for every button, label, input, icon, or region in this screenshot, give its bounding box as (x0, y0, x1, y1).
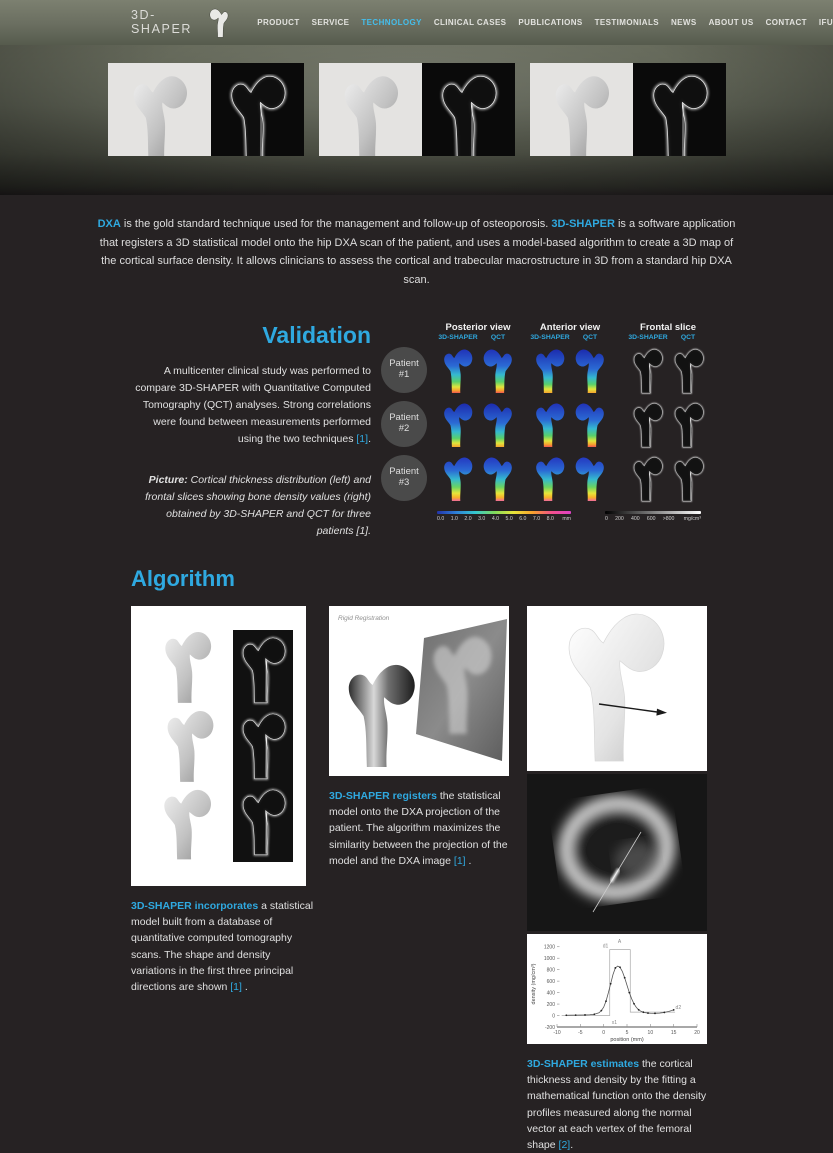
svg-text:800: 800 (546, 967, 555, 974)
thickness-colorbar: 0.0 1.0 2.0 3.0 4.0 5.0 6.0 7.0 8.0 mm (437, 511, 571, 522)
heatmap-femur-image (478, 453, 519, 503)
svg-text:400: 400 (546, 990, 555, 997)
algorithm-section (0, 566, 833, 1153)
statistical-model-image (131, 606, 306, 886)
svg-text:density (mg/cm³): density (mg/cm³) (531, 963, 537, 1005)
nav-testimonials[interactable]: TESTIMONIALS (594, 18, 659, 27)
nav-service[interactable]: SERVICE (311, 18, 350, 27)
svg-text:20: 20 (694, 1029, 700, 1036)
heatmap-femur-image (437, 345, 478, 395)
reference-link-1[interactable]: [1] (453, 854, 466, 867)
heatmap-femur-image (478, 399, 519, 449)
hero-banner (0, 45, 833, 195)
heatmap-femur-image (570, 345, 611, 395)
femur-dxa-scan-image (422, 63, 515, 156)
xray-femur-image (668, 345, 709, 395)
heatmap-femur-image (570, 453, 611, 503)
intro-paragraph: DXA is the gold standard technique used for the management and follow-up of osteoporosis. 3D-SHAPER is a software application that registers a 3D statistical model onto the hip DXA scan of the patient, and uses a model-based algorithm to create a 3D map of the cortical surface density. It allows clinicians to assess the cortical and trabecular macrostructure in 3D from a standard hip DXA scan. (97, 218, 736, 287)
density-colorbar: 0 200 400 600 >800 mg/cm³ (605, 511, 701, 522)
svg-text:1200: 1200 (543, 944, 555, 951)
heatmap-femur-image (478, 345, 519, 395)
algorithm-step-1 (131, 606, 314, 1153)
svg-text:5: 5 (625, 1029, 629, 1036)
patient-row-3 (381, 453, 721, 503)
heatmap-femur-image (437, 399, 478, 449)
heatmap-femur-image (570, 399, 611, 449)
svg-text:600: 600 (546, 978, 555, 985)
femur-normal-vector-image (527, 606, 707, 771)
validation-heading: Validation (262, 321, 371, 348)
svg-text:d2: d2 (675, 1004, 682, 1011)
validation-figure (381, 322, 721, 522)
nav-contact[interactable]: CONTACT (765, 18, 807, 27)
xray-femur-image (668, 399, 709, 449)
svg-text:-10: -10 (553, 1029, 561, 1036)
model-density-strip (233, 630, 293, 862)
heatmap-femur-image (529, 399, 570, 449)
svg-text:-5: -5 (578, 1029, 583, 1036)
heatmap-femur-image (529, 453, 570, 503)
patient-label: Patient #3 (381, 455, 427, 501)
patient-row-2 (381, 399, 721, 449)
femur-3d-render-image (108, 63, 211, 156)
normal-vector-arrow (656, 708, 667, 715)
svg-text:A: A (617, 938, 622, 945)
xray-femur-image (627, 399, 668, 449)
xray-femur-image (627, 345, 668, 395)
hero-femur-pair-2 (319, 63, 515, 156)
xray-femur-image (668, 453, 709, 503)
svg-text:200: 200 (546, 1001, 555, 1008)
figure-colorbars (437, 511, 721, 522)
validation-paragraph: A multicenter clinical study was performed to compare 3D-SHAPER with Quantitative Computed Tomography (QCT) analyses. Strong correlations were found between measurements performed using the two techniques [1]. (135, 364, 371, 445)
logo-text: 3D-SHAPER (131, 8, 193, 36)
cortical-cross-section-image (527, 774, 707, 931)
femur-3d-render-image (319, 63, 422, 156)
xray-femur-image (627, 453, 668, 503)
algorithm-heading: Algorithm (131, 565, 235, 591)
frontal-slice-group: Frontal slice 3D-SHAPER QCT (628, 321, 696, 341)
reference-link-1[interactable]: [1] (230, 981, 242, 994)
svg-text:x1: x1 (611, 1019, 618, 1026)
patient-row-1 (381, 345, 721, 395)
patient-label: Patient #1 (381, 347, 427, 393)
nav-ifu[interactable]: IFU (818, 18, 833, 27)
picture-caption: Picture: Cortical thickness distribution (left) and frontal slices showing bone density values (right) obtained by 3D-SHAPER and QCT for three patients [1]. (145, 473, 371, 537)
nav-clinical-cases[interactable]: CLINICAL CASES (433, 18, 507, 27)
svg-text:-200: -200 (544, 1024, 555, 1031)
nav-news[interactable]: NEWS (671, 18, 697, 27)
rigid-registration-image (329, 606, 509, 776)
logo[interactable] (131, 0, 231, 45)
nav-product[interactable]: PRODUCT (257, 18, 300, 27)
heatmap-femur-image (529, 345, 570, 395)
algorithm-step-1-text: 3D-SHAPER incorporates a statistical model built from a database of quantitative computed tomography scans. The shape and density variations in the first three principal directions are shown [1] . (131, 899, 314, 994)
svg-text:position (mm): position (mm) (610, 1036, 644, 1043)
reference-link-2[interactable]: [2] (558, 1139, 571, 1152)
site-header (0, 0, 833, 45)
figure-column-headers (437, 322, 721, 341)
hero-femur-pair-1 (108, 63, 304, 156)
density-profile-chart (527, 934, 707, 1044)
reference-link-1[interactable]: [1] (356, 432, 369, 445)
femur-3d-render-image (530, 63, 633, 156)
validation-text-column (131, 322, 371, 540)
heatmap-femur-image (437, 453, 478, 503)
nav-technology[interactable]: TECHNOLOGY (361, 18, 422, 27)
nav-publications[interactable]: PUBLICATIONS (518, 18, 583, 27)
svg-text:0: 0 (552, 1013, 555, 1020)
validation-section (0, 322, 833, 540)
femur-bone-icon (208, 3, 231, 43)
nav-about-us[interactable]: ABOUT US (708, 18, 754, 27)
algorithm-step-2 (329, 606, 512, 1153)
posterior-view-group: Posterior view 3D-SHAPER QCT (438, 321, 511, 341)
algorithm-step-2-text: 3D-SHAPER registers the statistical model onto the DXA projection of the patient. The algorithm maximizes the similarity between the projection of the model and the DXA image [1] . (329, 789, 508, 867)
patient-label: Patient #2 (381, 401, 427, 447)
svg-text:15: 15 (670, 1029, 677, 1036)
svg-text:1000: 1000 (543, 955, 555, 962)
dxa-term: DXA (97, 218, 121, 230)
femur-dxa-scan-image (633, 63, 726, 156)
algorithm-step-3 (527, 606, 710, 1153)
svg-text:0: 0 (602, 1029, 606, 1036)
hero-femur-pair-3 (530, 63, 726, 156)
anterior-view-group: Anterior view 3D-SHAPER QCT (530, 321, 601, 341)
svg-text:d1: d1 (602, 943, 609, 950)
product-term: 3D-SHAPER (551, 218, 615, 230)
svg-text:10: 10 (647, 1029, 654, 1036)
algorithm-step-3-text: 3D-SHAPER estimates the cortical thickness and density by the fitting a mathematical function onto the density profiles measured along the normal vector at each vertex of the femoral shape [2]. (527, 1057, 707, 1152)
femur-dxa-scan-image (211, 63, 304, 156)
main-nav (257, 18, 833, 27)
rigid-registration-label: Rigid Registration (338, 614, 390, 622)
